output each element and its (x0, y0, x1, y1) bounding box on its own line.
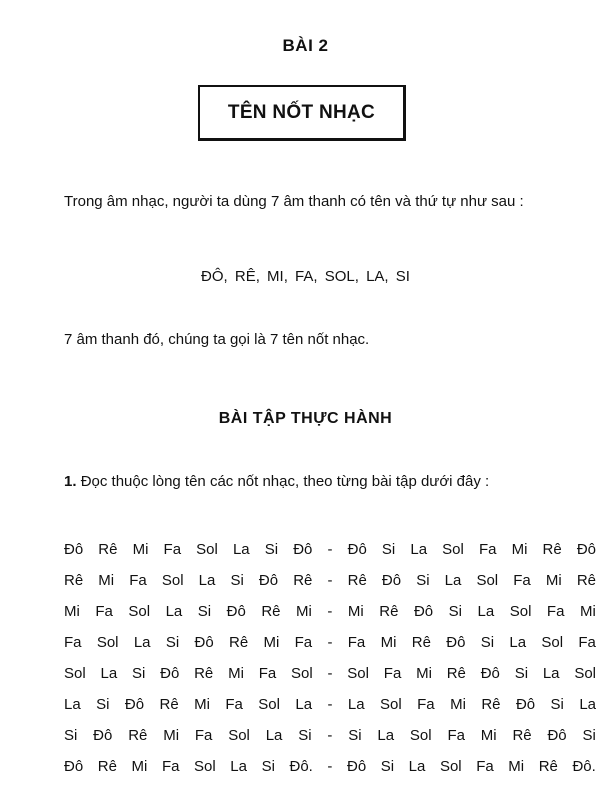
drill-note: Rê (159, 696, 179, 713)
drill-note: Fa (447, 727, 465, 744)
drill-note: Mi (194, 696, 210, 713)
drill-note: Đô (515, 696, 536, 713)
drill-note: Đô (346, 758, 367, 775)
drill-note: Sol (476, 572, 499, 589)
drill-note: - (327, 665, 333, 682)
note-drill-list (64, 534, 596, 782)
drill-note: Đô (160, 665, 180, 682)
drill-note: La (509, 634, 527, 651)
drill-note: Si (582, 727, 596, 744)
drill-note: Fa (163, 541, 182, 558)
drill-note: Sol (196, 541, 218, 558)
drill-note: Đô (576, 541, 596, 558)
drill-note: Mi (163, 727, 180, 744)
drill-note: La (408, 758, 426, 775)
drill-row (64, 627, 596, 658)
drill-note: - (327, 572, 333, 589)
exercise-instruction (22, 464, 588, 500)
drill-note: Si (514, 665, 529, 682)
drill-note: Fa (417, 696, 435, 713)
drill-note: Mi (450, 696, 466, 713)
drill-note: Sol (541, 634, 564, 651)
drill-note: - (327, 727, 333, 744)
drill-note: - (327, 696, 333, 713)
drill-note: La (579, 696, 596, 713)
drill-note: - (327, 758, 333, 775)
drill-note: Fa (294, 634, 313, 651)
drill-note: La (232, 541, 250, 558)
drill-note: Rê (542, 541, 562, 558)
drill-note: Mi (511, 541, 528, 558)
drill-note: Si (197, 603, 212, 620)
drill-note: Đô (413, 603, 434, 620)
drill-note: Đô (347, 541, 367, 558)
drill-note: Mi (98, 572, 115, 589)
drill-note: Rê (446, 665, 466, 682)
drill-note: Rê (97, 758, 117, 775)
drill-note: La (410, 541, 428, 558)
drill-note: Rê (261, 603, 281, 620)
drill-note: Đô (258, 572, 279, 589)
drill-note: Fa (194, 727, 213, 744)
drill-note: La (477, 603, 495, 620)
drill-note: Đô (293, 541, 313, 558)
drill-note: Fa (258, 665, 277, 682)
exercise-item-number: 1. (64, 473, 77, 490)
drill-note: Sol (64, 665, 86, 682)
drill-note: Si (165, 634, 180, 651)
drill-note: Mi (263, 634, 280, 651)
drill-note: Fa (383, 665, 402, 682)
drill-note: Sol (161, 572, 184, 589)
drill-note: Si (298, 727, 312, 744)
drill-note: Rê (64, 572, 84, 589)
drill-note: Si (131, 665, 146, 682)
drill-note: Đô (124, 696, 145, 713)
drill-note: La (347, 696, 365, 713)
drill-note: Mi (131, 758, 148, 775)
drill-note: Si (348, 727, 362, 744)
drill-note: Rê (481, 696, 501, 713)
drill-note: Mi (545, 572, 562, 589)
drill-row (64, 596, 596, 627)
drill-note: Si (550, 696, 564, 713)
drill-row (64, 565, 596, 596)
drill-note: Đô (64, 758, 84, 775)
drill-note: Mi (380, 634, 397, 651)
drill-note: La (198, 572, 216, 589)
drill-note: Mi (347, 603, 364, 620)
drill-note: La (444, 572, 462, 589)
drill-note: - (327, 603, 333, 620)
drill-note: Rê (128, 727, 148, 744)
drill-row (64, 751, 596, 782)
drill-note: La (542, 665, 560, 682)
drill-note: Si (230, 572, 244, 589)
drill-note: Rê (538, 758, 558, 775)
drill-note: Si (381, 541, 396, 558)
drill-row (64, 658, 596, 689)
intro-paragraph: Trong âm nhạc, người ta dùng 7 âm thanh có tên và thứ tự như sau : (64, 193, 524, 210)
drill-note: Sol (439, 758, 462, 775)
drill-note: Mi (64, 603, 80, 620)
drill-note: Mi (480, 727, 497, 744)
drill-note: Mi (228, 665, 244, 682)
drill-note: La (265, 727, 283, 744)
drill-note: Đô (547, 727, 567, 744)
drill-note: Fa (129, 572, 147, 589)
drill-note: Rê (411, 634, 431, 651)
drill-note: Fa (578, 634, 596, 651)
drill-note: Mi (132, 541, 149, 558)
drill-note: Đô. (572, 758, 596, 775)
drill-note: Si (448, 603, 462, 620)
drill-note: Sol (128, 603, 151, 620)
drill-note: Si (64, 727, 78, 744)
lesson-title: TÊN NỐT NHẠC (227, 101, 376, 123)
drill-note: Rê (98, 541, 118, 558)
drill-note: Mi (416, 665, 432, 682)
drill-note: Rê (194, 665, 214, 682)
drill-note: Fa (225, 696, 243, 713)
drill-note: Mi (508, 758, 525, 775)
drill-note: Sol (380, 696, 402, 713)
drill-note: Si (416, 572, 430, 589)
drill-note: Rê (228, 634, 249, 651)
exercise-heading: BÀI TẬP THỰC HÀNH (218, 410, 393, 427)
drill-note: - (327, 541, 333, 558)
drill-note: Đô (194, 634, 214, 651)
drill-note: Fa (478, 541, 497, 558)
drill-note: Sol (96, 634, 119, 651)
drill-note: Si (264, 541, 279, 558)
drill-note: Rê (347, 572, 367, 589)
drill-note: Sol (291, 665, 313, 682)
drill-note: Sol (509, 603, 532, 620)
drill-note: Đô (226, 603, 246, 620)
drill-note: Đô. (289, 758, 313, 775)
drill-note: La (230, 758, 247, 775)
drill-note: Rê (576, 572, 596, 589)
drill-note: Đô (446, 634, 466, 651)
drill-note: Sol (347, 665, 369, 682)
drill-note: Si (480, 634, 495, 651)
drill-note: Đô (93, 727, 113, 744)
drill-note: Đô (480, 665, 500, 682)
drill-row (64, 689, 596, 720)
drill-note: Sol (574, 665, 596, 682)
drill-note: Mi (296, 603, 312, 620)
exercise-instruction-text: Đọc thuộc lòng tên các nốt nhạc, theo từng bài tập dưới đây : (80, 473, 490, 490)
drill-note: La (64, 696, 81, 713)
drill-note: Rê (512, 727, 532, 744)
drill-note: Si (96, 696, 110, 713)
drill-note: Fa (513, 572, 531, 589)
drill-note: Fa (64, 634, 82, 651)
drill-note: La (295, 696, 313, 713)
drill-note: Fa (161, 758, 180, 775)
lesson-number: BÀI 2 (282, 36, 329, 55)
drill-note: La (165, 603, 183, 620)
drill-note: Sol (194, 758, 216, 775)
note-names-line: ĐÔ, RÊ, MI, FA, SOL, LA, SI (201, 268, 410, 285)
drill-row (64, 720, 596, 751)
drill-note: Sol (442, 541, 464, 558)
drill-note: Sol (258, 696, 280, 713)
drill-note: Fa (546, 603, 565, 620)
drill-note: Rê (379, 603, 399, 620)
drill-note: Si (380, 758, 395, 775)
drill-note: Fa (476, 758, 494, 775)
drill-note: Rê (293, 572, 313, 589)
drill-note: Si (261, 758, 275, 775)
drill-note: Đô (64, 541, 84, 558)
summary-paragraph: 7 âm thanh đó, chúng ta gọi là 7 tên nốt nhạc. (64, 331, 370, 348)
drill-note: Fa (347, 634, 366, 651)
drill-note: La (100, 665, 118, 682)
drill-note: Đô (381, 572, 402, 589)
drill-note: La (377, 727, 395, 744)
drill-note: Sol (409, 727, 432, 744)
drill-note: - (327, 634, 333, 651)
drill-row (64, 534, 596, 565)
drill-note: Mi (579, 603, 596, 620)
drill-note: La (133, 634, 151, 651)
drill-note: Sol (228, 727, 250, 744)
lesson-title-box (198, 85, 406, 141)
drill-note: Fa (95, 603, 113, 620)
